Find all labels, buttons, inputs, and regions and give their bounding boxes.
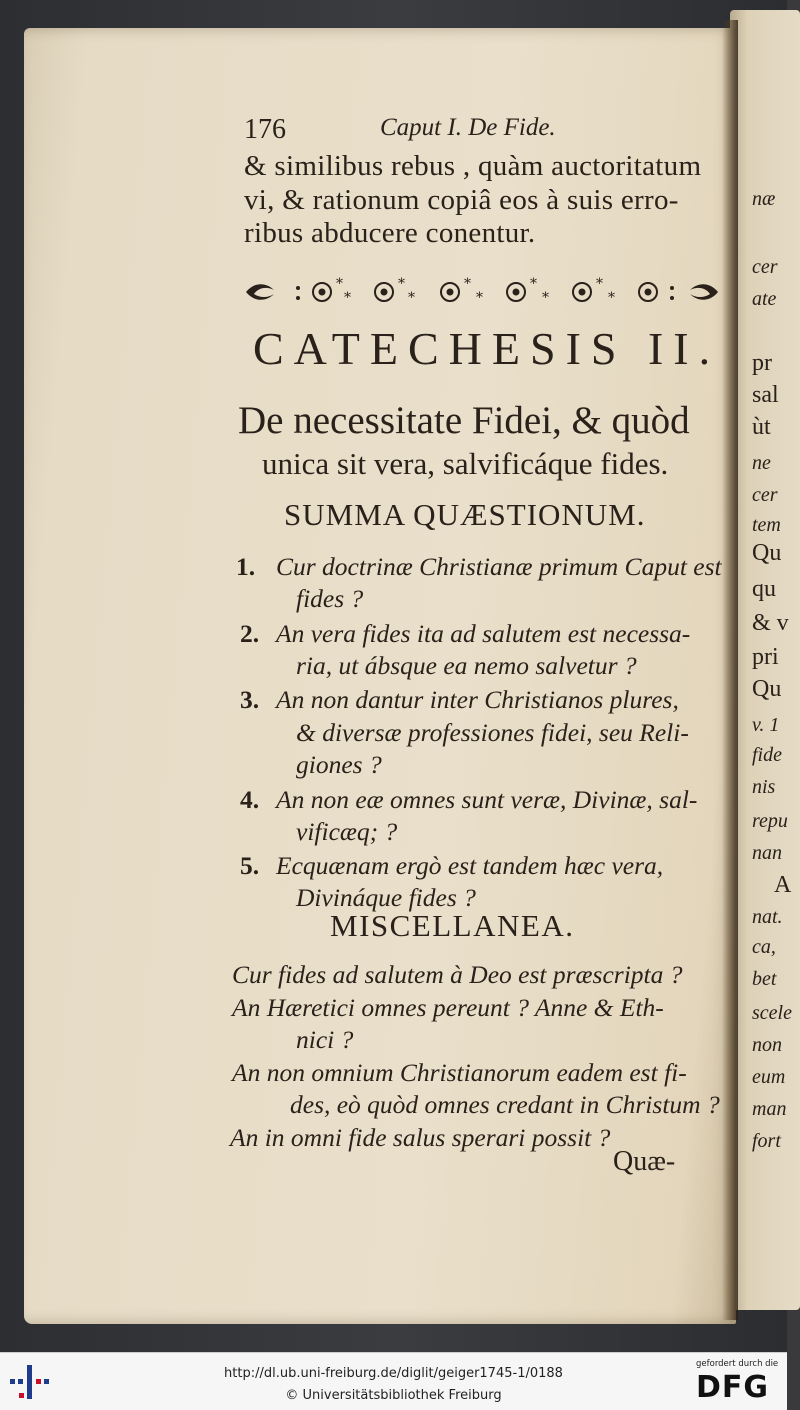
page-number: 176 <box>244 114 286 145</box>
facing-text-fragment: nis <box>752 776 776 798</box>
facing-text-fragment: man <box>752 1098 787 1120</box>
facing-text-fragment: ne <box>752 452 771 474</box>
question-line: Cur doctrinæ Christianæ primum Caput est <box>276 552 722 581</box>
miscellanea-line: Cur fides ad salutem à Deo est præscripta ? <box>232 960 683 989</box>
facing-text-fragment: pr <box>752 350 772 376</box>
question-number: 2. <box>240 619 260 648</box>
facing-text-fragment: A <box>774 872 792 898</box>
flower-icon <box>313 283 331 301</box>
copyright-notice: © Universitätsbibliothek Freiburg <box>285 1388 502 1403</box>
question-line: ria, ut ábsque ea nemo salvetur ? <box>296 651 637 680</box>
funding-note: gefordert durch die <box>696 1359 779 1369</box>
question-number: 1. <box>236 552 256 581</box>
dfg-logo[interactable]: DFG <box>696 1370 770 1405</box>
facing-text-fragment: ca, <box>752 936 776 958</box>
miscellanea-heading: MISCELLANEA. <box>330 908 575 943</box>
facing-text-fragment: næ <box>752 188 776 210</box>
question-line: Ecquænam ergò est tandem hæc vera, <box>276 851 664 880</box>
facing-text-fragment: fort <box>752 1130 781 1152</box>
book-gutter <box>722 20 738 1320</box>
intro-line: vi, & rationum copiâ eos à suis erro- <box>244 184 679 216</box>
facing-text-fragment: Qu <box>752 540 782 566</box>
svg-text:*: * <box>608 290 615 306</box>
intro-line: & similibus rebus , quàm auctoritatum <box>244 150 702 182</box>
question-line: vificæq; ? <box>296 817 398 846</box>
svg-text:*: * <box>596 276 603 292</box>
question-number: 5. <box>240 851 260 880</box>
question-line: An vera fides ita ad salutem est necessa- <box>276 619 691 648</box>
svg-text:*: * <box>464 276 471 292</box>
facing-text-fragment: ùt <box>752 414 771 440</box>
facing-text-fragment: nat. <box>752 906 783 928</box>
facing-text-fragment: sal <box>752 382 779 408</box>
svg-text:*: * <box>530 276 537 292</box>
question-line: Divináque fides ? <box>296 883 476 912</box>
miscellanea-line: des, eò quòd omnes credant in Christum ? <box>290 1090 720 1119</box>
facing-text-fragment: & v <box>752 610 789 636</box>
facing-text-fragment: ate <box>752 288 777 310</box>
svg-text:*: * <box>542 290 549 306</box>
ornament-divider <box>244 272 720 312</box>
facing-text-fragment: scele <box>752 1002 792 1024</box>
svg-text:*: * <box>344 290 351 306</box>
facing-text-fragment: qu <box>752 576 776 602</box>
facing-text-fragment: cer <box>752 484 778 506</box>
catechesis-title: CATECHESIS II. <box>253 323 721 374</box>
facing-text-fragment: eum <box>752 1066 786 1088</box>
question-number: 4. <box>240 785 260 814</box>
catchword: Quæ- <box>613 1146 676 1177</box>
facing-text-fragment: tem <box>752 514 781 536</box>
question-line: An non dantur inter Christianos plures, <box>276 685 679 714</box>
question-line: fides ? <box>296 584 364 613</box>
facing-text-fragment: pri <box>752 644 779 670</box>
facing-text-fragment: non <box>752 1034 782 1056</box>
svg-text:*: * <box>476 290 483 306</box>
facing-text-fragment: cer <box>752 256 778 278</box>
facing-text-fragment: v. 1 <box>752 714 780 736</box>
question-line: giones ? <box>296 750 382 779</box>
facing-text-fragment: bet <box>752 968 777 990</box>
svg-text:*: * <box>336 276 343 292</box>
intro-line: ribus abducere conentur. <box>244 217 536 249</box>
facing-text-fragment: repu <box>752 810 788 832</box>
svg-text:*: * <box>398 276 405 292</box>
source-url[interactable]: http://dl.ub.uni-freiburg.de/diglit/geiger1745-1/0188 <box>224 1366 563 1381</box>
subtitle-line: unica sit vera, salvificáque fides. <box>262 446 669 481</box>
svg-text:*: * <box>408 290 415 306</box>
question-line: & diversæ professiones fidei, seu Reli- <box>296 718 689 747</box>
question-number: 3. <box>240 685 260 714</box>
miscellanea-line: An in omni fide salus sperari possit ? <box>230 1123 611 1152</box>
viewer-footer <box>0 1352 787 1410</box>
chapter-title: Caput I. De Fide. <box>380 114 556 141</box>
facing-text-fragment: Qu <box>752 676 782 702</box>
facing-text-fragment: fide <box>752 744 782 766</box>
miscellanea-line: An Hæretici omnes pereunt ? Anne & Eth- <box>232 993 664 1022</box>
facing-text-fragment: nan <box>752 842 782 864</box>
running-head <box>244 114 556 146</box>
subtitle-line: De necessitate Fidei, & quòd <box>238 399 690 442</box>
summa-heading: SUMMA QUÆSTIONUM. <box>284 497 646 532</box>
miscellanea-line: nici ? <box>296 1025 354 1054</box>
question-line: An non eæ omnes sunt veræ, Divinæ, sal- <box>276 785 698 814</box>
miscellanea-line: An non omnium Christianorum eadem est fi- <box>232 1058 687 1087</box>
